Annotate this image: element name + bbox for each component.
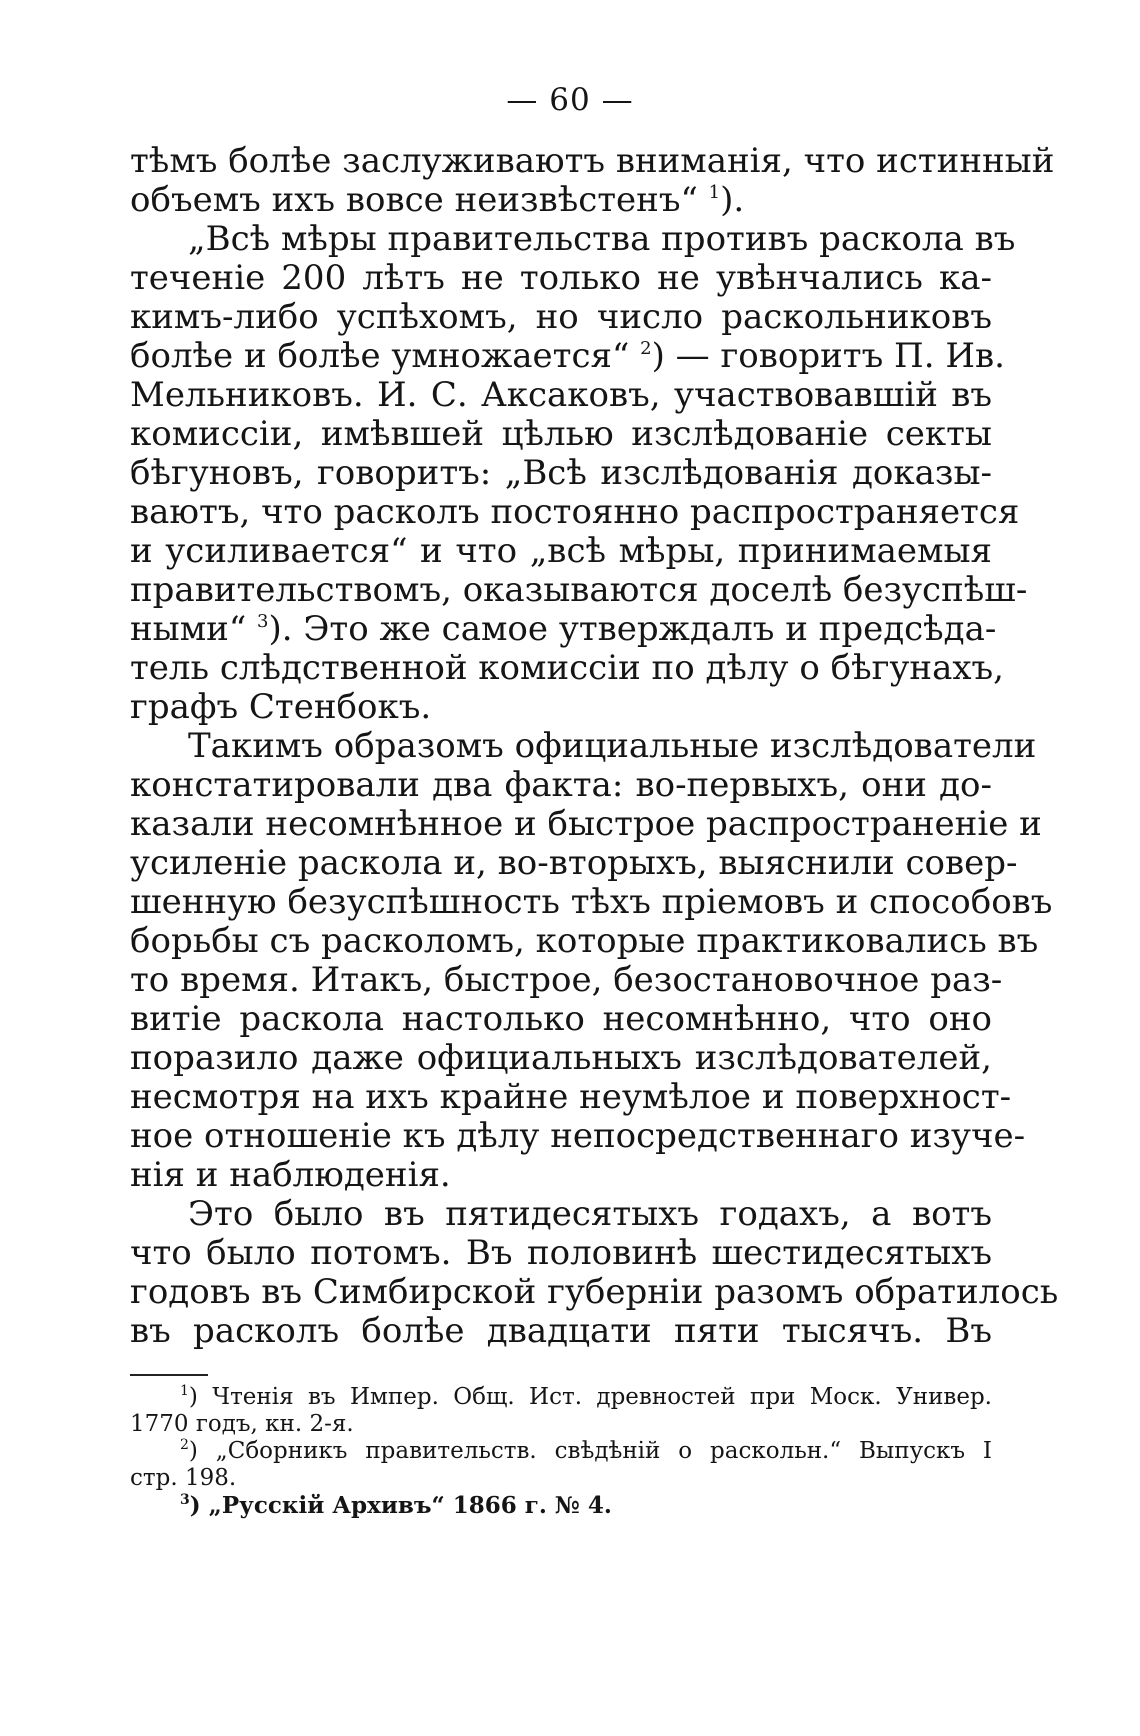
text-line: борьбы съ расколомъ, которые практиковались въ xyxy=(130,921,1039,961)
text-line: кимъ-либо успѣхомъ, но число раскольниковъ xyxy=(130,297,992,337)
footnote-text: ) „Русскій Архивъ“ 1866 г. № 4. xyxy=(189,1492,612,1519)
text-line: усиленіе раскола и, во-вторыхъ, выяснили совер- xyxy=(130,843,1018,883)
text-line: ное отношеніе къ дѣлу непосредственнаго изуче- xyxy=(130,1116,1026,1156)
text-line: Такимъ образомъ официальные изслѣдователи xyxy=(188,726,1037,766)
footnote-line xyxy=(130,1492,992,1519)
text-line: комиссіи, имѣвшей цѣлью изслѣдованіе секты xyxy=(130,414,992,454)
footnote-divider xyxy=(130,1374,208,1376)
text-line: графъ Стенбокъ. xyxy=(130,687,432,727)
text-line: витіе раскола настолько несомнѣнно, что оно xyxy=(130,999,992,1039)
footnote-line: стр. 198. xyxy=(130,1465,237,1491)
text-line: констатировали два факта: во-первыхъ, они до- xyxy=(130,765,992,805)
footnote-marker: 2 xyxy=(180,1437,189,1453)
text-segment: объемъ ихъ вовсе неизвѣстенъ“ xyxy=(130,180,709,220)
footnote-text: ) Чтенія въ Импер. Общ. Ист. древностей при Моск. Универ. xyxy=(188,1384,992,1410)
text-segment: ) — говоритъ П. Ив. xyxy=(651,336,1005,376)
footnote-ref: 1 xyxy=(708,182,721,203)
text-line: тѣмъ болѣе заслуживаютъ вниманія, что истинный xyxy=(130,141,1055,181)
footnotes xyxy=(130,1384,992,1519)
footnote-line xyxy=(130,1384,992,1411)
text-line: „Всѣ мѣры правительства противъ раскола въ xyxy=(188,219,1016,259)
text-line: шенную безуспѣшность тѣхъ пріемовъ и способовъ xyxy=(130,882,1053,922)
text-line: несмотря на ихъ крайне неумѣлое и поверхност- xyxy=(130,1077,1012,1117)
text-line: бѣгуновъ, говоритъ: „Всѣ изслѣдованія доказы- xyxy=(130,453,992,493)
text-line: то время. Итакъ, быстрое, безостановочное раз- xyxy=(130,960,1003,1000)
text-line: и усиливается“ и что „всѣ мѣры, принимаемыя xyxy=(130,531,992,571)
text-line: нія и наблюденія. xyxy=(130,1155,451,1195)
footnote-line: 1770 годъ, кн. 2-я. xyxy=(130,1411,354,1437)
text-segment: ). Это же самое утверждалъ и предсѣда- xyxy=(268,609,997,649)
footnote-text: ) „Сборникъ правительств. свѣдѣній о раскольн.“ Выпускъ I xyxy=(188,1438,992,1464)
text-line: тель слѣдственной комиссіи по дѣлу о бѣгунахъ, xyxy=(130,648,1004,688)
text-line: годовъ въ Симбирской губерніи разомъ обратилось xyxy=(130,1272,1059,1312)
text-segment: ными“ xyxy=(130,609,258,649)
text-line: поразило даже официальныхъ изслѣдователей, xyxy=(130,1038,992,1078)
footnote-marker: 3 xyxy=(180,1492,190,1508)
text-line: въ расколъ болѣе двадцати пяти тысячъ. Въ xyxy=(130,1311,992,1351)
footnote-ref: 2 xyxy=(640,338,652,359)
text-line: теченіе 200 лѣтъ не только не увѣнчались ка- xyxy=(130,258,992,298)
text-line: ваютъ, что расколъ постоянно распространяется xyxy=(130,492,1020,532)
text-line: казали несомнѣнное и быстрое распространеніе и xyxy=(130,804,1042,844)
footnote-marker: 1 xyxy=(180,1383,189,1399)
text-line: Мельниковъ. И. С. Аксаковъ, участвовавшій въ xyxy=(130,375,992,415)
text-line xyxy=(130,336,1005,376)
footnote-ref: 3 xyxy=(257,611,269,632)
footnote-line xyxy=(130,1438,992,1465)
text-segment: болѣе и болѣе умножается“ xyxy=(130,336,641,376)
text-line xyxy=(130,609,997,649)
text-line: Это было въ пятидесятыхъ годахъ, а вотъ xyxy=(188,1194,992,1234)
text-line xyxy=(130,181,992,220)
text-line: что было потомъ. Въ половинѣ шестидесятыхъ xyxy=(130,1233,992,1273)
text-line: правительствомъ, оказываются доселѣ безуспѣш- xyxy=(130,570,1028,610)
page-number: — 60 — xyxy=(506,82,634,118)
text-segment: ). xyxy=(720,180,745,220)
body-text xyxy=(130,141,1059,1351)
